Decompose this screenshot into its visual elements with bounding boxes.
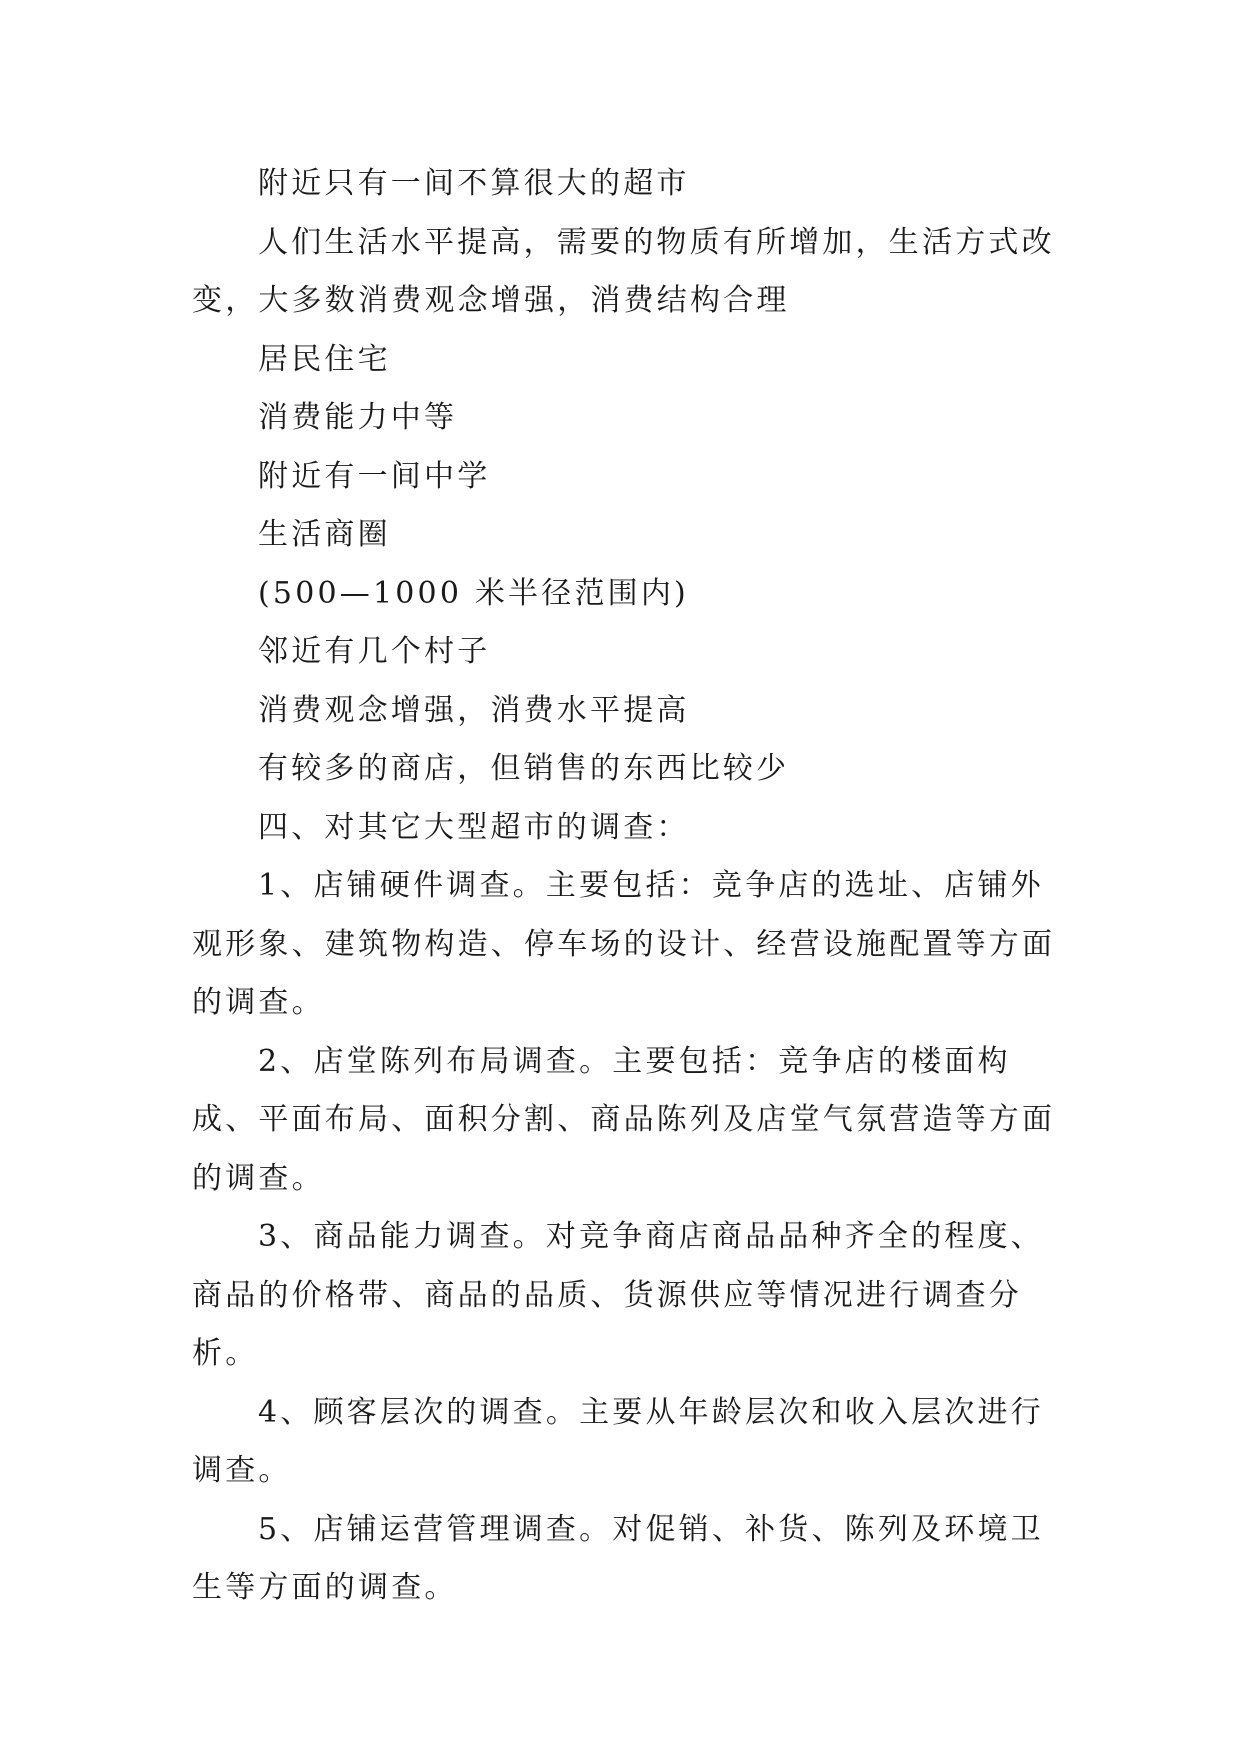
paragraph-residential: 居民住宅	[258, 341, 391, 377]
paragraph-living-standard: 人们生活水平提高，需要的物质有所增加，生活方式改变，大多数消费观念增强，消费结构合理	[192, 224, 1055, 318]
section-heading-competitor-survey: 四、对其它大型超市的调查：	[258, 809, 690, 845]
paragraph-shops: 有较多的商店，但销售的东西比较少	[258, 751, 790, 786]
paragraph-trade-area: 生活商圈	[258, 517, 391, 552]
list-item-hardware-survey: 1、店铺硬件调查。主要包括：竞争店的选址、店铺外观形象、建筑物构造、停车场的设计、经营设施配置等方面的调查。	[192, 868, 1056, 1020]
paragraph-consumption-concept: 消费观念增强，消费水平提高	[258, 692, 690, 728]
paragraph-villages: 邻近有几个村子	[258, 634, 491, 669]
list-item-operations-survey: 5、店铺运营管理调查。对促销、补货、陈列及环境卫生等方面的调查。	[192, 1511, 1044, 1605]
paragraph-consumption-level: 消费能力中等	[258, 400, 458, 435]
list-item-customer-survey: 4、顾客层次的调查。主要从年龄层次和收入层次进行调查。	[192, 1394, 1044, 1488]
list-item-merchandise-survey: 3、商品能力调查。对竞争商店商品品种齐全的程度、商品的价格带、商品的品质、货源供应等情况进行调查分析。	[192, 1219, 1044, 1371]
paragraph-radius: (500—1000 米半径范围内)	[258, 575, 689, 611]
list-item-layout-survey: 2、店堂陈列布局调查。主要包括：竞争店的楼面构成、平面布局、面积分割、商品陈列及店堂气氛营造等方面的调查。	[192, 1043, 1056, 1196]
paragraph-nearby-supermarket: 附近只有一间不算很大的超市	[258, 166, 690, 201]
document-page	[192, 155, 1057, 1618]
paragraph-nearby-school: 附近有一间中学	[258, 458, 491, 494]
